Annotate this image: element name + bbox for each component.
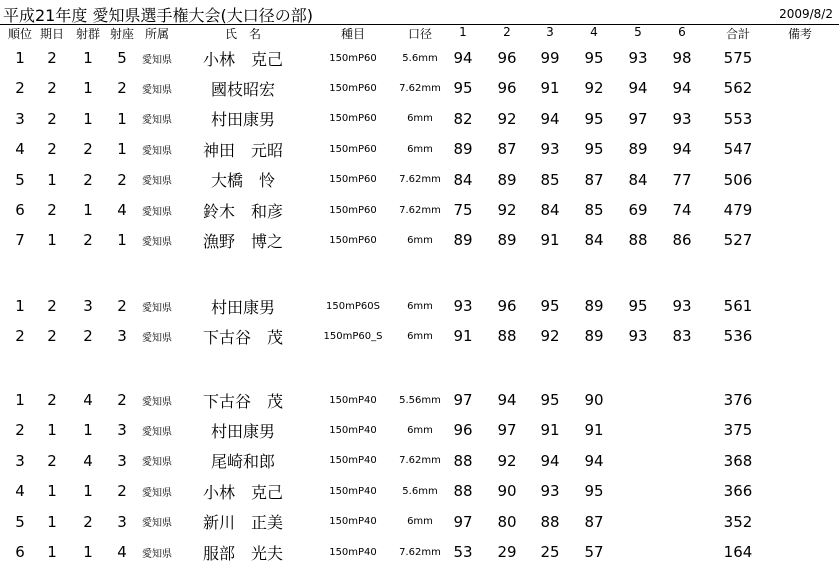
cell-s6: 93 bbox=[672, 109, 692, 128]
cell-rank: 2 bbox=[15, 421, 25, 440]
cell-s5: 95 bbox=[628, 297, 648, 315]
cell-caliber: 5.56mm bbox=[399, 394, 441, 406]
cell-day: 1 bbox=[47, 543, 57, 561]
cell-event: 150mP40 bbox=[329, 546, 377, 558]
cell-caliber: 7.62mm bbox=[399, 204, 441, 216]
cell-name: 尾崎和郎 bbox=[210, 452, 275, 472]
cell-relay: 2 bbox=[83, 170, 93, 189]
cell-relay: 1 bbox=[83, 201, 93, 219]
cell-name: 漁野 博之 bbox=[202, 231, 283, 251]
cell-s3: 95 bbox=[540, 297, 560, 315]
cell-name: 下古谷 茂 bbox=[202, 391, 283, 411]
cell-s1: 89 bbox=[453, 231, 473, 250]
cell-total: 527 bbox=[723, 231, 753, 250]
cell-s2: 92 bbox=[497, 201, 517, 219]
cell-club: 愛知県 bbox=[142, 115, 172, 127]
cell-rank: 5 bbox=[15, 512, 25, 531]
cell-s4: 95 bbox=[584, 482, 604, 501]
header-relay: 射群 bbox=[75, 27, 100, 41]
cell-s6: 98 bbox=[672, 49, 692, 67]
cell-day: 2 bbox=[47, 79, 57, 98]
cell-total: 375 bbox=[723, 421, 753, 440]
cell-lane: 5 bbox=[117, 49, 127, 67]
cell-caliber: 7.62mm bbox=[399, 455, 441, 467]
cell-s5: 89 bbox=[628, 140, 648, 159]
cell-day: 1 bbox=[47, 512, 57, 531]
cell-rank: 3 bbox=[15, 109, 25, 128]
cell-s3: 25 bbox=[540, 543, 560, 561]
cell-s2: 29 bbox=[497, 543, 517, 561]
cell-rank: 6 bbox=[15, 543, 25, 561]
header-club: 所属 bbox=[144, 27, 169, 41]
cell-club: 愛知県 bbox=[142, 176, 172, 188]
cell-day: 1 bbox=[47, 421, 57, 440]
cell-s1: 89 bbox=[453, 140, 473, 159]
cell-s4: 95 bbox=[584, 49, 604, 67]
cell-lane: 2 bbox=[117, 391, 127, 409]
cell-club: 愛知県 bbox=[142, 145, 172, 157]
cell-club: 愛知県 bbox=[142, 236, 172, 248]
cell-s1: 97 bbox=[453, 512, 473, 531]
cell-s3: 91 bbox=[540, 421, 560, 440]
cell-club: 愛知県 bbox=[142, 426, 172, 438]
cell-s6: 94 bbox=[672, 79, 692, 98]
cell-total: 536 bbox=[723, 327, 753, 346]
header-caliber: 口径 bbox=[407, 27, 432, 41]
cell-event: 150mP60 bbox=[329, 52, 377, 64]
cell-s1: 94 bbox=[453, 49, 473, 67]
cell-s2: 96 bbox=[497, 79, 517, 98]
cell-caliber: 6mm bbox=[407, 143, 433, 155]
header-s4: 4 bbox=[590, 25, 598, 39]
cell-s2: 87 bbox=[497, 140, 517, 159]
cell-relay: 1 bbox=[83, 109, 93, 128]
cell-rank: 6 bbox=[15, 201, 25, 219]
cell-event: 150mP60 bbox=[329, 234, 377, 246]
cell-s6: 86 bbox=[672, 231, 692, 250]
header-s1: 1 bbox=[459, 25, 467, 39]
cell-total: 164 bbox=[723, 543, 753, 561]
cell-s5: 97 bbox=[628, 109, 648, 128]
cell-s2: 92 bbox=[497, 451, 517, 470]
cell-relay: 2 bbox=[83, 327, 93, 346]
cell-s3: 91 bbox=[540, 231, 560, 250]
cell-s1: 91 bbox=[453, 327, 473, 346]
cell-rank: 2 bbox=[15, 79, 25, 98]
cell-day: 2 bbox=[47, 140, 57, 159]
cell-s5: 88 bbox=[628, 231, 648, 250]
event-date: 2009/8/2 bbox=[779, 7, 833, 21]
cell-s1: 97 bbox=[453, 391, 473, 409]
cell-s4: 92 bbox=[584, 79, 604, 98]
cell-name: 村田康男 bbox=[210, 110, 275, 130]
cell-event: 150mP60 bbox=[329, 143, 377, 155]
cell-event: 150mP60 bbox=[329, 113, 377, 125]
cell-day: 2 bbox=[47, 49, 57, 67]
cell-name: 村田康男 bbox=[210, 421, 275, 441]
cell-s5: 94 bbox=[628, 79, 648, 98]
cell-total: 506 bbox=[723, 170, 753, 189]
header-remarks: 備考 bbox=[787, 27, 812, 41]
cell-event: 150mP40 bbox=[329, 516, 377, 528]
cell-s1: 96 bbox=[453, 421, 473, 440]
cell-relay: 4 bbox=[83, 451, 93, 470]
cell-s3: 94 bbox=[540, 109, 560, 128]
cell-s4: 91 bbox=[584, 421, 604, 440]
header-s6: 6 bbox=[678, 25, 686, 39]
cell-s4: 89 bbox=[584, 297, 604, 315]
cell-relay: 1 bbox=[83, 421, 93, 440]
cell-rank: 4 bbox=[15, 140, 25, 159]
cell-total: 561 bbox=[723, 297, 753, 315]
cell-s2: 96 bbox=[497, 297, 517, 315]
cell-day: 2 bbox=[47, 391, 57, 409]
cell-club: 愛知県 bbox=[142, 487, 172, 499]
cell-day: 1 bbox=[47, 482, 57, 501]
cell-name: 大橋 怜 bbox=[210, 171, 275, 191]
cell-lane: 1 bbox=[117, 140, 127, 159]
cell-s6: 74 bbox=[672, 201, 692, 219]
cell-lane: 2 bbox=[117, 170, 127, 189]
cell-total: 562 bbox=[723, 79, 753, 98]
cell-s4: 87 bbox=[584, 512, 604, 531]
header-s5: 5 bbox=[634, 25, 642, 39]
cell-lane: 3 bbox=[117, 451, 127, 470]
cell-s1: 93 bbox=[453, 297, 473, 315]
cell-day: 2 bbox=[47, 201, 57, 219]
cell-s2: 90 bbox=[497, 482, 517, 501]
cell-relay: 4 bbox=[83, 391, 93, 409]
cell-s2: 97 bbox=[497, 421, 517, 440]
cell-day: 2 bbox=[47, 297, 57, 315]
cell-rank: 7 bbox=[15, 231, 25, 250]
cell-s1: 95 bbox=[453, 79, 473, 98]
cell-event: 150mP60S bbox=[326, 300, 380, 312]
cell-s3: 99 bbox=[540, 49, 560, 67]
cell-relay: 3 bbox=[83, 297, 93, 315]
cell-name: 新川 正美 bbox=[202, 513, 283, 533]
cell-day: 1 bbox=[47, 170, 57, 189]
cell-name: 鈴木 和彦 bbox=[202, 201, 283, 221]
cell-s6: 83 bbox=[672, 327, 692, 346]
cell-lane: 1 bbox=[117, 231, 127, 250]
cell-rank: 1 bbox=[15, 391, 25, 409]
header-name: 氏 名 bbox=[224, 27, 261, 41]
header-total: 合計 bbox=[725, 27, 750, 41]
cell-name: 下古谷 茂 bbox=[202, 327, 283, 347]
cell-day: 2 bbox=[47, 109, 57, 128]
cell-s2: 80 bbox=[497, 512, 517, 531]
cell-s6: 94 bbox=[672, 140, 692, 159]
cell-caliber: 5.6mm bbox=[402, 52, 438, 64]
cell-caliber: 6mm bbox=[407, 424, 433, 436]
cell-lane: 3 bbox=[117, 512, 127, 531]
cell-total: 553 bbox=[723, 109, 753, 128]
cell-caliber: 6mm bbox=[407, 300, 433, 312]
cell-event: 150mP40 bbox=[329, 485, 377, 497]
cell-day: 2 bbox=[47, 327, 57, 346]
cell-relay: 1 bbox=[83, 543, 93, 561]
cell-name: 國枝昭宏 bbox=[210, 79, 275, 99]
cell-s3: 92 bbox=[540, 327, 560, 346]
cell-lane: 2 bbox=[117, 482, 127, 501]
cell-caliber: 7.62mm bbox=[399, 174, 441, 186]
cell-caliber: 5.6mm bbox=[402, 485, 438, 497]
cell-s5: 69 bbox=[628, 201, 648, 219]
cell-s2: 89 bbox=[497, 170, 517, 189]
cell-lane: 2 bbox=[117, 297, 127, 315]
header-rank: 順位 bbox=[7, 27, 32, 41]
cell-name: 小林 克己 bbox=[202, 49, 283, 69]
cell-s2: 94 bbox=[497, 391, 517, 409]
cell-total: 575 bbox=[723, 49, 753, 67]
cell-s6: 93 bbox=[672, 297, 692, 315]
cell-club: 愛知県 bbox=[142, 84, 172, 96]
header-lane: 射座 bbox=[109, 27, 134, 41]
cell-s4: 95 bbox=[584, 140, 604, 159]
cell-s3: 93 bbox=[540, 140, 560, 159]
cell-s3: 95 bbox=[540, 391, 560, 409]
cell-club: 愛知県 bbox=[142, 457, 172, 469]
cell-caliber: 7.62mm bbox=[399, 82, 441, 94]
cell-total: 368 bbox=[723, 451, 753, 470]
cell-rank: 1 bbox=[15, 49, 25, 67]
cell-s1: 82 bbox=[453, 109, 473, 128]
cell-s5: 93 bbox=[628, 49, 648, 67]
cell-s1: 84 bbox=[453, 170, 473, 189]
cell-name: 村田康男 bbox=[210, 297, 275, 317]
cell-s2: 88 bbox=[497, 327, 517, 346]
cell-club: 愛知県 bbox=[142, 206, 172, 218]
cell-lane: 1 bbox=[117, 109, 127, 128]
cell-club: 愛知県 bbox=[142, 548, 172, 560]
header-day: 期日 bbox=[39, 27, 64, 41]
cell-caliber: 6mm bbox=[407, 113, 433, 125]
cell-rank: 3 bbox=[15, 451, 25, 470]
cell-s4: 90 bbox=[584, 391, 604, 409]
cell-s3: 85 bbox=[540, 170, 560, 189]
cell-s3: 84 bbox=[540, 201, 560, 219]
cell-s3: 88 bbox=[540, 512, 560, 531]
cell-relay: 2 bbox=[83, 512, 93, 531]
cell-lane: 3 bbox=[117, 327, 127, 346]
cell-s4: 85 bbox=[584, 201, 604, 219]
cell-s3: 94 bbox=[540, 451, 560, 470]
cell-s4: 89 bbox=[584, 327, 604, 346]
cell-s4: 94 bbox=[584, 451, 604, 470]
cell-s4: 84 bbox=[584, 231, 604, 250]
cell-s3: 93 bbox=[540, 482, 560, 501]
cell-event: 150mP40 bbox=[329, 394, 377, 406]
cell-s1: 88 bbox=[453, 451, 473, 470]
cell-relay: 2 bbox=[83, 140, 93, 159]
cell-rank: 5 bbox=[15, 170, 25, 189]
cell-rank: 4 bbox=[15, 482, 25, 501]
cell-day: 2 bbox=[47, 451, 57, 470]
cell-club: 愛知県 bbox=[142, 396, 172, 408]
cell-s1: 53 bbox=[453, 543, 473, 561]
cell-s3: 91 bbox=[540, 79, 560, 98]
cell-total: 352 bbox=[723, 512, 753, 531]
cell-total: 479 bbox=[723, 201, 753, 219]
cell-relay: 2 bbox=[83, 231, 93, 250]
cell-event: 150mP40 bbox=[329, 455, 377, 467]
cell-club: 愛知県 bbox=[142, 332, 172, 344]
cell-s2: 89 bbox=[497, 231, 517, 250]
header-s2: 2 bbox=[503, 25, 511, 39]
cell-name: 服部 光夫 bbox=[202, 543, 283, 563]
cell-s5: 84 bbox=[628, 170, 648, 189]
cell-lane: 2 bbox=[117, 79, 127, 98]
cell-rank: 1 bbox=[15, 297, 25, 315]
header-event: 種目 bbox=[340, 27, 365, 41]
page-title: 平成21年度 愛知県選手権大会(大口径の部) bbox=[3, 6, 313, 25]
cell-s4: 57 bbox=[584, 543, 604, 561]
cell-event: 150mP60 bbox=[329, 82, 377, 94]
cell-caliber: 6mm bbox=[407, 516, 433, 528]
header-s3: 3 bbox=[546, 25, 554, 39]
cell-s2: 96 bbox=[497, 49, 517, 67]
cell-club: 愛知県 bbox=[142, 518, 172, 530]
cell-event: 150mP40 bbox=[329, 424, 377, 436]
cell-caliber: 6mm bbox=[407, 330, 433, 342]
cell-total: 366 bbox=[723, 482, 753, 501]
cell-lane: 4 bbox=[117, 201, 127, 219]
cell-s4: 87 bbox=[584, 170, 604, 189]
cell-club: 愛知県 bbox=[142, 54, 172, 66]
cell-name: 神田 元昭 bbox=[202, 140, 283, 160]
cell-total: 547 bbox=[723, 140, 753, 159]
cell-total: 376 bbox=[723, 391, 753, 409]
cell-event: 150mP60 bbox=[329, 174, 377, 186]
cell-relay: 1 bbox=[83, 49, 93, 67]
cell-name: 小林 克己 bbox=[202, 482, 283, 502]
cell-event: 150mP60 bbox=[329, 204, 377, 216]
cell-lane: 3 bbox=[117, 421, 127, 440]
cell-lane: 4 bbox=[117, 543, 127, 561]
cell-caliber: 6mm bbox=[407, 234, 433, 246]
cell-s1: 88 bbox=[453, 482, 473, 501]
cell-relay: 1 bbox=[83, 482, 93, 501]
cell-s1: 75 bbox=[453, 201, 473, 219]
cell-s4: 95 bbox=[584, 109, 604, 128]
cell-relay: 1 bbox=[83, 79, 93, 98]
cell-rank: 2 bbox=[15, 327, 25, 346]
cell-s5: 93 bbox=[628, 327, 648, 346]
cell-event: 150mP60_S bbox=[323, 330, 383, 342]
cell-s6: 77 bbox=[672, 170, 692, 189]
cell-day: 1 bbox=[47, 231, 57, 250]
cell-s2: 92 bbox=[497, 109, 517, 128]
cell-caliber: 7.62mm bbox=[399, 546, 441, 558]
cell-club: 愛知県 bbox=[142, 302, 172, 314]
